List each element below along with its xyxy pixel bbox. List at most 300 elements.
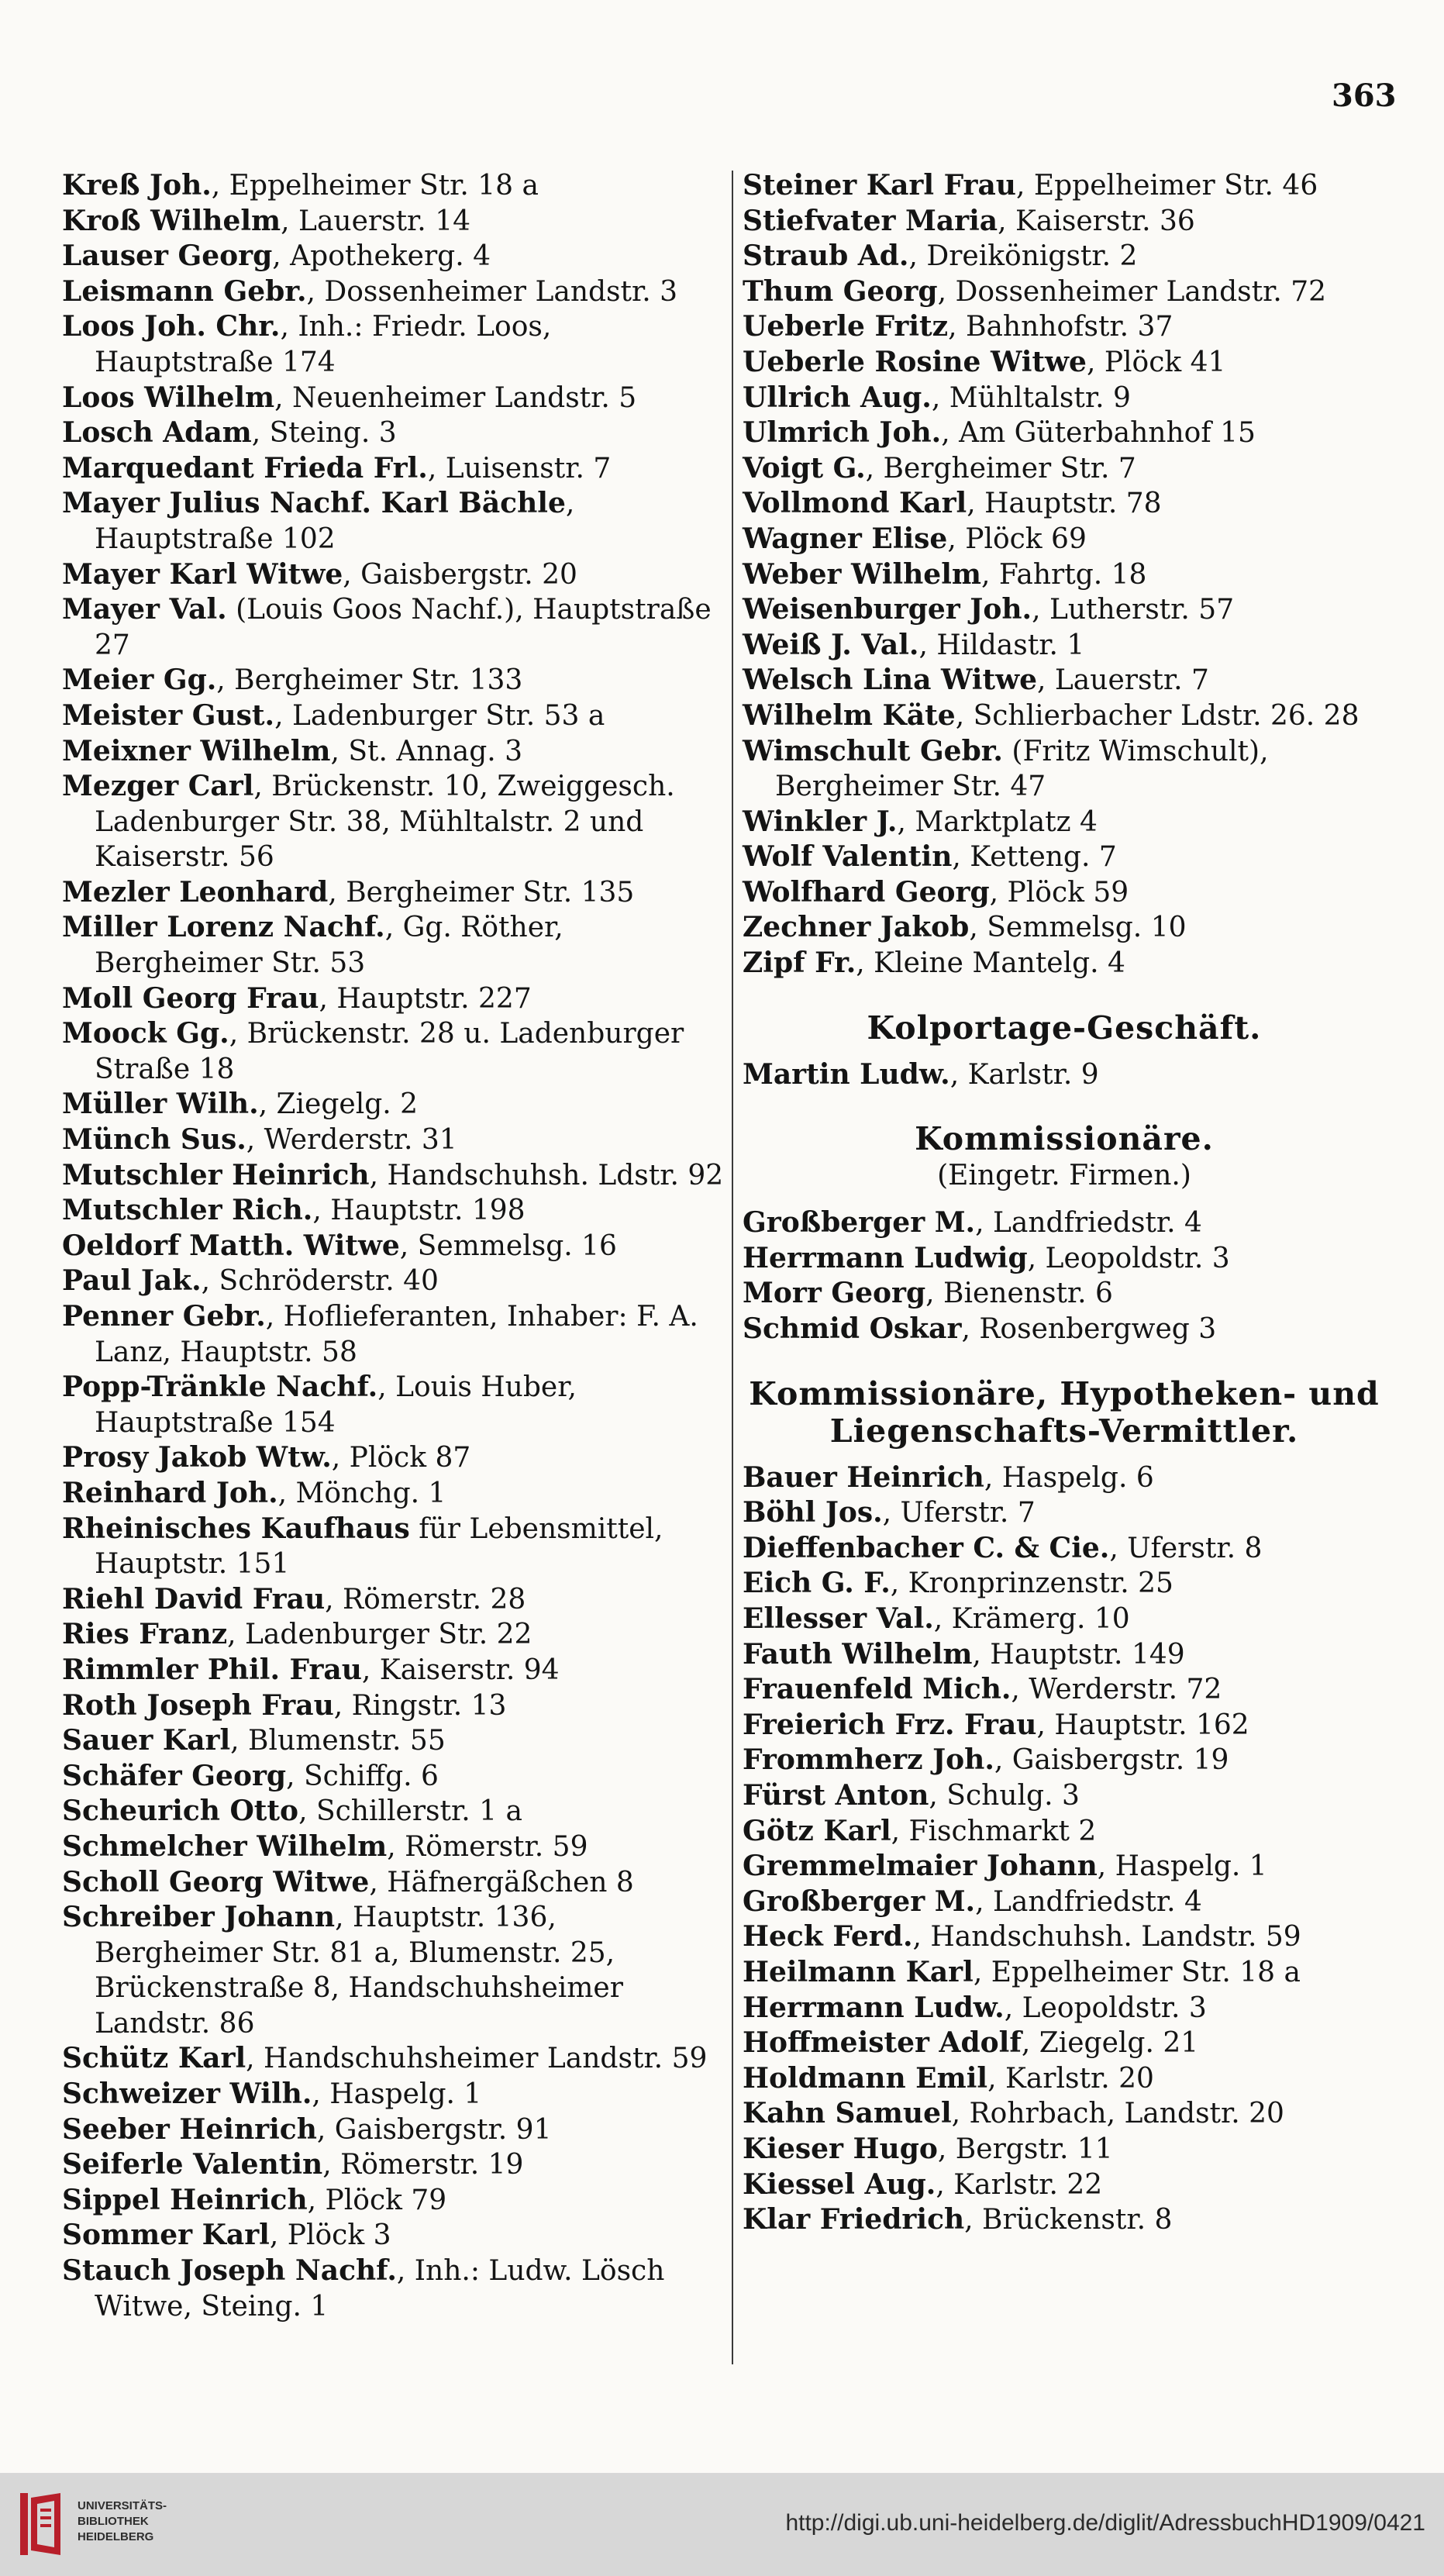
entry-address: , Hauptstr. 136, Bergheimer Str. 81 a, Blumenstr. 25, Brückenstraße 8, Handschuhsheimer Landstr. 86 — [95, 1902, 623, 2040]
entry-address: , Hauptstr. 149 — [972, 1638, 1185, 1671]
entry-name: Riehl David Frau — [62, 1582, 326, 1616]
directory-entry — [62, 1016, 725, 1087]
entry-name: Ries Franz — [62, 1618, 228, 1651]
entry-name: Münch Sus. — [62, 1123, 246, 1157]
library-logo-icon — [17, 2490, 64, 2558]
entry-address: , Dossenheimer Landstr. 72 — [937, 275, 1327, 308]
entry-address: , Plöck 87 — [331, 1442, 471, 1474]
directory-entry — [62, 1723, 725, 1759]
directory-entry — [743, 2167, 1386, 2203]
entry-name: Loos Wilhelm — [62, 381, 275, 414]
entry-name: Götz Karl — [743, 1814, 891, 1847]
entry-address: , Plöck 69 — [947, 522, 1087, 555]
entry-address: , Brückenstr. 28 u. Ladenburger Straße 18 — [95, 1018, 684, 1085]
entry-name: Leismann Gebr. — [62, 274, 307, 308]
entry-name: Meixner Wilhelm — [62, 734, 331, 767]
entry-address: , Semmelsg. 16 — [399, 1229, 617, 1262]
directory-entry — [743, 2132, 1386, 2167]
entry-address: , Plöck 3 — [269, 2219, 391, 2252]
entry-address: , Luisenstr. 7 — [427, 452, 612, 485]
entry-address: , Eppelheimer Str. 18 a — [211, 170, 539, 202]
entry-address: , Schiffg. 6 — [286, 1760, 439, 1792]
directory-entry — [62, 698, 725, 734]
entry-name: Dieffenbacher C. & Cie. — [743, 1531, 1110, 1564]
directory-entry — [62, 734, 725, 770]
entry-address: für Lebensmittel, Hauptstr. 151 — [95, 1512, 663, 1581]
entry-address: , Rohrbach, Landstr. 20 — [951, 2098, 1284, 2130]
entry-name: Zipf Fr. — [743, 947, 856, 980]
entry-address: , Karlstr. 9 — [949, 1058, 1099, 1091]
directory-entry — [62, 1264, 725, 1299]
entry-name: Stauch Joseph Nachf. — [62, 2254, 397, 2288]
entry-address: , Ketteng. 7 — [952, 841, 1117, 874]
entry-name: Mayer Julius Nachf. Karl Bächle — [62, 487, 566, 520]
directory-entry — [743, 1276, 1386, 1312]
directory-entry — [62, 769, 725, 875]
entry-name: Sauer Karl — [62, 1724, 231, 1757]
entry-address: , Dossenheimer Landstr. 3 — [306, 275, 678, 308]
directory-entry — [743, 2202, 1386, 2238]
entry-address: , Hauptstr. 78 — [967, 488, 1162, 520]
entry-name: Martin Ludw. — [743, 1057, 950, 1091]
directory-entry — [62, 1476, 725, 1512]
directory-entry — [743, 451, 1386, 487]
entry-name: Mezler Leonhard — [62, 875, 329, 909]
entry-name: Seiferle Valentin — [62, 2148, 323, 2181]
entry-address: , Hauptstraße 102 — [95, 488, 575, 555]
entry-address: , Dreikönigstr. 2 — [908, 240, 1138, 273]
entry-address: , Inh.: Friedr. Loos, Hauptstraße 174 — [95, 311, 552, 378]
directory-entry — [62, 910, 725, 981]
entry-address: , Hildastr. 1 — [918, 629, 1085, 661]
entry-address: , Plöck 59 — [989, 876, 1129, 909]
entry-name: Herrmann Ludw. — [743, 1991, 1005, 2024]
entry-address: , Handschuhsh. Landstr. 59 — [912, 1921, 1301, 1954]
entry-name: Scholl Georg Witwe — [62, 1865, 370, 1898]
directory-entry — [62, 1370, 725, 1440]
entry-name: Kahn Samuel — [743, 2097, 952, 2130]
entry-name: Mayer Val. — [62, 593, 227, 626]
entry-name: Mutschler Heinrich — [62, 1158, 370, 1191]
directory-entry — [743, 946, 1386, 981]
logo-line3: HEIDELBERG — [78, 2530, 154, 2543]
directory-entry — [743, 805, 1386, 840]
entry-address: , Schröderstr. 40 — [201, 1265, 439, 1298]
directory-entry — [62, 2041, 725, 2077]
entry-address: , Bergheimer Str. 135 — [328, 876, 635, 909]
entry-name: Weisenburger Joh. — [743, 593, 1032, 626]
directory-entry — [62, 1794, 725, 1829]
entry-address: , Hauptstr. 198 — [312, 1195, 526, 1227]
entry-address: , Handschuhsh. Ldstr. 92 — [369, 1159, 724, 1191]
entry-name: Straub Ad. — [743, 240, 909, 273]
entry-name: Kreß Joh. — [62, 169, 212, 202]
directory-entry — [62, 1688, 725, 1724]
entry-name: Rimmler Phil. Frau — [62, 1653, 362, 1686]
directory-entry — [62, 663, 725, 698]
library-logo-text — [78, 2498, 167, 2545]
entry-address: (Fritz Wimschult), Bergheimer Str. 47 — [775, 735, 1269, 803]
entry-address: , Hauptstr. 162 — [1036, 1709, 1249, 1741]
entry-address: , Gaisbergstr. 91 — [316, 2113, 552, 2146]
entry-address: , Brückenstr. 8 — [964, 2204, 1173, 2236]
entry-name: Kieser Hugo — [743, 2132, 938, 2165]
entry-address: , Fischmarkt 2 — [891, 1815, 1097, 1847]
directory-entry — [62, 1158, 725, 1194]
entry-address: , Römerstr. 28 — [325, 1583, 526, 1616]
directory-entry — [743, 734, 1386, 805]
entry-name: Meister Gust. — [62, 698, 275, 732]
directory-entry — [743, 1743, 1386, 1778]
entry-name: Ueberle Rosine Witwe — [743, 345, 1087, 378]
entry-address: , Schlierbacher Ldstr. 26. 28 — [955, 699, 1360, 732]
entry-name: Schäfer Georg — [62, 1759, 287, 1792]
entry-name: Böhl Jos. — [743, 1496, 883, 1529]
directory-entry — [62, 1829, 725, 1865]
directory-entry — [62, 1865, 725, 1901]
directory-entry — [62, 1653, 725, 1688]
entry-name: Marquedant Frieda Frl. — [62, 451, 428, 485]
entry-address: , Neuenheimer Landstr. 5 — [274, 381, 637, 414]
entry-name: Weber Wilhelm — [743, 557, 981, 591]
directory-entry — [743, 1057, 1386, 1093]
entry-address: , Werderstr. 31 — [246, 1124, 457, 1157]
right-column — [743, 168, 1386, 2238]
entry-name: Frommherz Joh. — [743, 1743, 994, 1777]
entry-address: , Landfriedstr. 4 — [975, 1885, 1202, 1918]
directory-entry — [743, 1531, 1386, 1567]
entry-address: , Lutherstr. 57 — [1032, 594, 1235, 626]
directory-entry — [62, 416, 725, 451]
directory-entry — [62, 981, 725, 1017]
entry-name: Stiefvater Maria — [743, 204, 998, 237]
entry-name: Schweizer Wilh. — [62, 2078, 312, 2111]
entry-address: , Karlstr. 22 — [936, 2168, 1103, 2201]
entry-name: Paul Jak. — [62, 1264, 202, 1298]
entry-name: Kiessel Aug. — [743, 2167, 936, 2201]
directory-entry — [62, 1440, 725, 1476]
directory-entry — [743, 1708, 1386, 1743]
directory-entry — [743, 1814, 1386, 1850]
entry-address: , Hauptstr. 227 — [319, 982, 532, 1015]
entry-name: Freierich Frz. Frau — [743, 1708, 1037, 1741]
entry-name: Mezger Carl — [62, 770, 254, 803]
directory-entry — [743, 1566, 1386, 1602]
entry-address: , Bergheimer Str. 133 — [216, 664, 523, 697]
entry-address: , Uferstr. 7 — [882, 1497, 1036, 1529]
entry-name: Meier Gg. — [62, 664, 217, 697]
entry-name: Großberger M. — [743, 1885, 976, 1918]
directory-entry — [62, 1229, 725, 1264]
kolportage-list — [743, 1057, 1386, 1093]
heading-hypotheken-line1: Kommissionäre, Hypotheken- und — [749, 1374, 1380, 1412]
directory-entry — [62, 2218, 725, 2254]
entry-address: , Ladenburger Str. 22 — [227, 1619, 532, 1651]
entry-address: , Leopoldstr. 3 — [1004, 1991, 1207, 2024]
entry-address: , Kronprinzenstr. 25 — [890, 1567, 1173, 1600]
entry-name: Müller Wilh. — [62, 1088, 259, 1121]
directory-entry — [743, 1602, 1386, 1637]
entry-address: , Steing. 3 — [251, 417, 397, 450]
directory-entry — [743, 875, 1386, 911]
directory-entry — [62, 875, 725, 911]
directory-entry — [743, 168, 1386, 204]
directory-entry — [62, 1122, 725, 1158]
entry-address: , Fahrtg. 18 — [980, 558, 1147, 591]
entry-name: Wimschult Gebr. — [743, 734, 1003, 767]
entry-address: , Schulg. 3 — [929, 1779, 1080, 1812]
entry-name: Bauer Heinrich — [743, 1460, 984, 1494]
entry-name: Reinhard Joh. — [62, 1476, 278, 1509]
entry-address: , St. Annag. 3 — [330, 735, 523, 767]
directory-entry — [743, 840, 1386, 875]
directory-entry — [62, 1617, 725, 1653]
entry-name: Roth Joseph Frau — [62, 1688, 334, 1722]
directory-entry — [62, 239, 725, 274]
entry-address: , Eppelheimer Str. 46 — [1015, 170, 1318, 202]
entry-name: Morr Georg — [743, 1277, 926, 1310]
entry-address: , Haspelg. 1 — [1097, 1850, 1267, 1883]
entry-address: , Ringstr. 13 — [333, 1689, 507, 1722]
entry-name: Schmelcher Wilhelm — [62, 1829, 388, 1863]
directory-entry — [743, 1849, 1386, 1885]
directory-entry — [743, 1955, 1386, 1991]
directory-entry — [743, 1991, 1386, 2026]
entry-name: Wilhelm Käte — [743, 698, 956, 732]
directory-entry — [62, 274, 725, 310]
directory-entry — [743, 698, 1386, 734]
directory-entry — [62, 557, 725, 593]
subheading-eingetragene-firmen: (Eingetr. Firmen.) — [937, 1160, 1191, 1192]
entry-name: Thum Georg — [743, 274, 938, 308]
directory-entry — [743, 1460, 1386, 1496]
entry-name: Losch Adam — [62, 416, 252, 450]
entry-name: Wolf Valentin — [743, 840, 953, 874]
directory-entry — [743, 1495, 1386, 1531]
directory-entry — [62, 2077, 725, 2112]
entry-address: , Leopoldstr. 3 — [1027, 1242, 1230, 1274]
directory-entry — [62, 486, 725, 557]
entry-address: , Ziegelg. 21 — [1021, 2027, 1199, 2060]
entry-name: Sommer Karl — [62, 2219, 270, 2252]
entry-address: , Bahnhofstr. 37 — [948, 311, 1173, 343]
page-number: 363 — [1332, 78, 1397, 114]
directory-entry — [743, 309, 1386, 345]
hypotheken-list — [743, 1460, 1386, 2238]
directory-entry — [62, 309, 725, 380]
entry-address: , Kleine Mantelg. 4 — [856, 947, 1125, 980]
entry-address: , Lauerstr. 14 — [281, 205, 471, 237]
entry-name: Gremmelmaier Johann — [743, 1850, 1098, 1883]
directory-entry — [743, 1637, 1386, 1673]
entry-address: , Handschuhsheimer Landstr. 59 — [246, 2043, 708, 2075]
directory-entry — [62, 1193, 725, 1229]
entry-name: Rheinisches Kaufhaus — [62, 1512, 410, 1545]
directory-entry — [743, 1919, 1386, 1955]
entry-address: , Ladenburger Str. 53 a — [274, 699, 605, 732]
entry-name: Fauth Wilhelm — [743, 1637, 973, 1671]
entry-address: , Karlstr. 20 — [987, 2062, 1154, 2095]
directory-entry — [743, 345, 1386, 381]
entry-address: , Gaisbergstr. 19 — [994, 1744, 1229, 1777]
entry-address: , Marktplatz 4 — [897, 805, 1098, 838]
directory-entry — [62, 592, 725, 663]
entry-name: Großberger M. — [743, 1206, 976, 1240]
entry-address: , Apothekerg. 4 — [272, 240, 491, 273]
entry-name: Popp-Tränkle Nachf. — [62, 1371, 378, 1404]
entry-address: , Brückenstr. 10, Zweiggesch. Ladenburger Str. 38, Mühltalstr. 2 und Kaiserstr. 56 — [95, 771, 675, 874]
entry-name: Wolfhard Georg — [743, 875, 990, 909]
directory-entry — [743, 2061, 1386, 2097]
logo-line2: BIBLIOTHEK — [78, 2515, 149, 2528]
directory-entry — [62, 381, 725, 416]
directory-entry — [743, 1205, 1386, 1241]
entry-name: Ellesser Val. — [743, 1602, 934, 1635]
entry-address: , Landfriedstr. 4 — [975, 1207, 1202, 1240]
entry-name: Welsch Lina Witwe — [743, 664, 1037, 697]
entry-address: , Mönchg. 1 — [277, 1477, 446, 1509]
heading-kolportage: Kolportage-Geschäft. — [867, 1009, 1262, 1047]
entry-name: Schütz Karl — [62, 2042, 246, 2075]
directory-entry — [743, 1778, 1386, 1814]
source-url-link[interactable]: http://digi.ub.uni-heidelberg.de/diglit/AdressbuchHD1909/0421 — [785, 2510, 1425, 2536]
entry-address: , Römerstr. 59 — [387, 1830, 588, 1863]
entry-address: , Rosenbergweg 3 — [961, 1313, 1217, 1346]
directory-entry — [62, 2147, 725, 2183]
heading-hypotheken-line2: Liegenschafts-Vermittler. — [829, 1412, 1299, 1450]
entry-name: Ueberle Fritz — [743, 310, 949, 343]
entry-name: Klar Friedrich — [743, 2203, 965, 2236]
directory-entry — [743, 522, 1386, 557]
entry-address: , Häfnergäßchen 8 — [369, 1866, 634, 1898]
directory-entry — [743, 1672, 1386, 1708]
directory-entry — [743, 239, 1386, 274]
directory-entry — [743, 910, 1386, 946]
entry-name: Schmid Oskar — [743, 1312, 962, 1346]
directory-entry — [743, 416, 1386, 451]
entry-address: , Gaisbergstr. 20 — [343, 558, 577, 591]
entry-address: , Haspelg. 1 — [312, 2078, 482, 2111]
entry-name: Loos Joh. Chr. — [62, 310, 281, 343]
entry-name: Moll Georg Frau — [62, 981, 319, 1015]
entries-top-list — [743, 168, 1386, 981]
entry-name: Holdmann Emil — [743, 2061, 988, 2095]
directory-entry — [743, 628, 1386, 664]
entry-address: , Gg. Röther, Bergheimer Str. 53 — [95, 912, 563, 980]
entry-address: , Bienenstr. 6 — [925, 1278, 1113, 1310]
entry-name: Heilmann Karl — [743, 1955, 974, 1988]
entry-address: , Semmelsg. 10 — [969, 912, 1187, 944]
directory-entry — [62, 1512, 725, 1582]
entry-name: Penner Gebr. — [62, 1300, 266, 1333]
entry-address: , Inh.: Ludw. Lösch Witwe, Steing. 1 — [95, 2255, 665, 2323]
entry-address: , Römerstr. 19 — [322, 2149, 524, 2181]
directory-entry — [62, 2112, 725, 2148]
directory-entry — [62, 2254, 725, 2324]
entry-name: Weiß J. Val. — [743, 628, 919, 661]
entry-name: Zechner Jakob — [743, 911, 970, 944]
directory-entry — [62, 2183, 725, 2219]
entry-address: , Haspelg. 6 — [984, 1461, 1154, 1494]
entry-name: Ulmrich Joh. — [743, 416, 942, 450]
entry-name: Scheurich Otto — [62, 1795, 299, 1828]
entry-address: , Hoflieferanten, Inhaber: F. A. Lanz, Hauptstr. 58 — [95, 1301, 698, 1368]
entry-address: , Bergstr. 11 — [937, 2133, 1113, 2165]
directory-entry — [743, 204, 1386, 240]
directory-entry — [62, 204, 725, 240]
directory-entry — [62, 1087, 725, 1122]
directory-entry — [743, 381, 1386, 416]
entry-address: , Kaiserstr. 36 — [998, 205, 1195, 237]
entry-name: Moock Gg. — [62, 1017, 229, 1050]
directory-entry — [743, 557, 1386, 593]
directory-entry — [743, 2096, 1386, 2132]
entry-address: , Plöck 41 — [1086, 346, 1226, 378]
entry-address: , Lauerstr. 7 — [1037, 664, 1209, 697]
entry-address: , Plöck 79 — [307, 2184, 447, 2216]
footer-bar — [0, 2473, 1444, 2576]
heading-kommissionaere: Kommissionäre. — [915, 1120, 1214, 1158]
entry-name: Vollmond Karl — [743, 487, 967, 520]
entry-name: Voigt G. — [743, 451, 866, 485]
entry-address: , Kaiserstr. 94 — [361, 1654, 560, 1686]
entry-name: Seeber Heinrich — [62, 2112, 317, 2146]
directory-entry — [743, 1885, 1386, 1920]
entry-name: Miller Lorenz Nachf. — [62, 911, 385, 944]
directory-entry — [62, 1900, 725, 2041]
directory-entry — [62, 1299, 725, 1370]
entry-address: , Uferstr. 8 — [1109, 1532, 1263, 1564]
entry-address: , Louis Huber, Hauptstraße 154 — [95, 1371, 577, 1439]
entry-name: Wagner Elise — [743, 522, 948, 555]
entry-name: Schreiber Johann — [62, 1901, 336, 1934]
logo-line1: UNIVERSITÄTS- — [78, 2499, 167, 2512]
directory-entry — [62, 1759, 725, 1795]
entry-address: , Blumenstr. 55 — [230, 1725, 446, 1757]
entry-name: Hoffmeister Adolf — [743, 2026, 1022, 2060]
left-column — [62, 168, 725, 2324]
directory-entry — [743, 592, 1386, 628]
kommissionaere-list — [743, 1205, 1386, 1347]
entry-name: Lauser Georg — [62, 240, 273, 273]
entry-address: , Schillerstr. 1 a — [298, 1795, 522, 1828]
entry-address: , Eppelheimer Str. 18 a — [973, 1956, 1301, 1988]
entry-name: Winkler J. — [743, 805, 898, 838]
entry-name: Prosy Jakob Wtw. — [62, 1441, 332, 1474]
entry-name: Sippel Heinrich — [62, 2183, 308, 2216]
entry-address: , Bergheimer Str. 7 — [865, 452, 1136, 485]
entry-name: Steiner Karl Frau — [743, 169, 1016, 202]
entry-address: , Am Güterbahnhof 15 — [941, 417, 1256, 450]
directory-entry — [743, 1312, 1386, 1347]
entry-name: Frauenfeld Mich. — [743, 1673, 1011, 1706]
entry-name: Eich G. F. — [743, 1567, 891, 1600]
directory-entry — [62, 451, 725, 487]
directory-entry — [62, 168, 725, 204]
entry-name: Heck Ferd. — [743, 1920, 913, 1954]
directory-entry — [743, 486, 1386, 522]
entry-name: Kroß Wilhelm — [62, 204, 281, 237]
directory-entry — [743, 663, 1386, 698]
entry-name: Herrmann Ludwig — [743, 1241, 1028, 1274]
entry-address: , Krämerg. 10 — [933, 1603, 1130, 1635]
directory-entry — [62, 1582, 725, 1618]
entry-name: Mayer Karl Witwe — [62, 557, 343, 591]
directory-entry — [743, 1241, 1386, 1277]
directory-entry — [743, 274, 1386, 310]
entry-name: Oeldorf Matth. Witwe — [62, 1229, 400, 1262]
column-divider — [732, 171, 733, 2364]
